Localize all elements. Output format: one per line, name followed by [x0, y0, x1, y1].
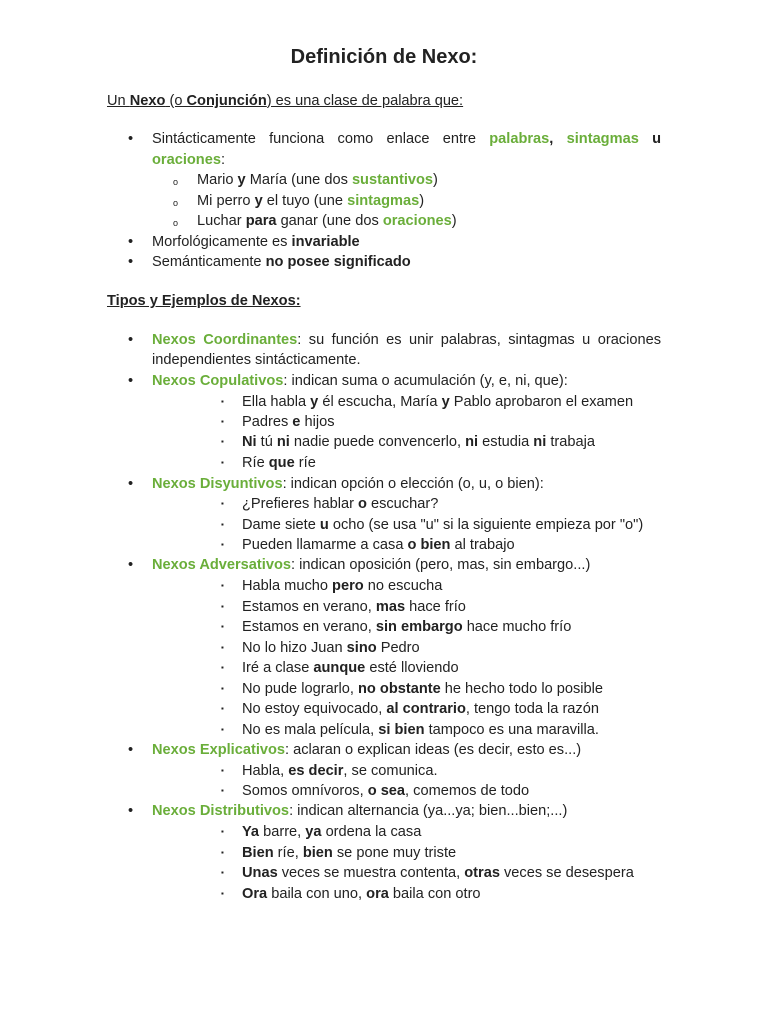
example-line: Bien ríe, bien se pone muy triste: [242, 845, 457, 861]
intro-conjuncion: Conjunción: [186, 93, 267, 109]
bullet-square: ▪: [221, 417, 224, 426]
type-name: Nexos Explicativos: [152, 742, 286, 758]
type-copulativos: Nexos Copulativos: indican suma o acumulación (y, e, ni, que):: [152, 373, 568, 389]
intro-text: (o: [165, 93, 187, 109]
bullet-square: ▪: [221, 848, 224, 857]
bullet-square: ▪: [221, 643, 224, 652]
type-name: Nexos Distributivos: [152, 803, 290, 819]
example-line: Dame siete u ocho (se usa "u" si la siguiente empieza por "o"): [242, 517, 644, 533]
sintactic-u: u: [652, 131, 661, 147]
bullet-square: ▪: [221, 581, 224, 590]
bullet-square: ▪: [221, 766, 224, 775]
type-distributivos: Nexos Distributivos: indican alternancia (ya...ya; bien...bien;...): [152, 803, 568, 819]
intro-text: ) es una clase de palabra que:: [266, 93, 464, 109]
example-line: No lo hizo Juan sino Pedro: [242, 640, 420, 656]
definition-sintactic-line2: [152, 151, 225, 169]
types-heading: Tipos y Ejemplos de Nexos:: [107, 293, 301, 309]
page-title: Definición de Nexo:: [290, 46, 478, 68]
bullet-square: ▪: [221, 725, 224, 734]
bullet-square: ▪: [221, 437, 224, 446]
term-sintagmas: sintagmas: [566, 131, 639, 147]
bullet-square: ▪: [221, 827, 224, 836]
definition-example: Mario y María (une dos sustantivos): [197, 172, 438, 188]
bullet-disc: •: [128, 803, 134, 819]
bullet-disc: •: [128, 234, 134, 250]
definition-sintactic-line1: [152, 130, 661, 148]
bullet-square: ▪: [221, 889, 224, 898]
bullet-disc: •: [128, 373, 134, 389]
definition-seman: Semánticamente no posee significado: [152, 254, 411, 270]
term-palabras: palabras: [489, 131, 550, 147]
term-oraciones: oraciones: [152, 152, 221, 168]
bullet-circle: o: [173, 198, 179, 208]
example-line: Estamos en verano, sin embargo hace mucho frío: [242, 619, 572, 635]
sintactic-text: Sintácticamente funciona como enlace entre: [152, 131, 490, 147]
example-line: Ya barre, ya ordena la casa: [242, 824, 422, 840]
sintactic-colon: :: [220, 152, 226, 168]
bullet-square: ▪: [221, 663, 224, 672]
example-line: Ella habla y él escucha, María y Pablo aprobaron el examen: [242, 394, 634, 410]
example-line: Habla, es decir, se comunica.: [242, 763, 438, 779]
type-name: Nexos Copulativos: [152, 373, 284, 389]
example-line: ¿Prefieres hablar o escuchar?: [242, 496, 439, 512]
example-line: No es mala película, si bien tampoco es una maravilla.: [242, 722, 599, 738]
bullet-disc: •: [128, 476, 134, 492]
example-line: Unas veces se muestra contenta, otras veces se desespera: [242, 865, 634, 881]
definition-morph: Morfológicamente es invariable: [152, 234, 360, 250]
intro-text: Un: [107, 93, 130, 109]
example-line: Estamos en verano, mas hace frío: [242, 599, 466, 615]
example-line: Somos omnívoros, o sea, comemos de todo: [242, 783, 530, 799]
sintactic-comma: ,: [549, 131, 554, 147]
example-line: No estoy equivocado, al contrario, tengo toda la razón: [242, 701, 599, 717]
bullet-square: ▪: [221, 786, 224, 795]
example-line: No pude lograrlo, no obstante he hecho todo lo posible: [242, 681, 603, 697]
example-line: Habla mucho pero no escucha: [242, 578, 443, 594]
bullet-square: ▪: [221, 684, 224, 693]
definition-example: Luchar para ganar (une dos oraciones): [197, 213, 457, 229]
type-explicativos: Nexos Explicativos: aclaran o explican ideas (es decir, esto es...): [152, 742, 582, 758]
example-line: Ríe que ríe: [242, 455, 316, 471]
example-line: Iré a clase aunque esté lloviendo: [242, 660, 459, 676]
bullet-square: ▪: [221, 868, 224, 877]
intro-line: [107, 92, 463, 110]
intro-nexo: Nexo: [129, 93, 166, 109]
bullet-disc: •: [128, 557, 134, 573]
bullet-disc: •: [128, 254, 134, 270]
bullet-circle: o: [173, 218, 179, 228]
type-name: Nexos Coordinantes: [152, 332, 298, 348]
bullet-square: ▪: [221, 499, 224, 508]
type-name: Nexos Disyuntivos: [152, 476, 283, 492]
type-coordinantes-line1: Nexos Coordinantes: su función es unir palabras, sintagmas u oraciones: [152, 332, 661, 348]
bullet-square: ▪: [221, 397, 224, 406]
type-coordinantes-line2: independientes sintácticamente.: [152, 352, 361, 368]
example-line: Pueden llamarme a casa o bien al trabajo: [242, 537, 515, 553]
example-line: Ora baila con uno, ora baila con otro: [242, 886, 481, 902]
bullet-square: ▪: [221, 704, 224, 713]
bullet-square: ▪: [221, 540, 224, 549]
bullet-square: ▪: [221, 458, 224, 467]
example-line: Ni tú ni nadie puede convencerlo, ni estudia ni trabaja: [242, 434, 595, 450]
bullet-square: ▪: [221, 602, 224, 611]
type-adversativos: Nexos Adversativos: indican oposición (pero, mas, sin embargo...): [152, 557, 591, 573]
example-line: Padres e hijos: [242, 414, 335, 430]
bullet-disc: •: [128, 742, 134, 758]
bullet-disc: •: [128, 332, 134, 348]
definition-example: Mi perro y el tuyo (une sintagmas): [197, 193, 425, 209]
type-disyuntivos: Nexos Disyuntivos: indican opción o elección (o, u, o bien):: [152, 476, 544, 492]
type-name: Nexos Adversativos: [152, 557, 291, 573]
bullet-disc: •: [128, 131, 134, 147]
bullet-square: ▪: [221, 622, 224, 631]
bullet-circle: o: [173, 177, 179, 187]
bullet-square: ▪: [221, 520, 224, 529]
